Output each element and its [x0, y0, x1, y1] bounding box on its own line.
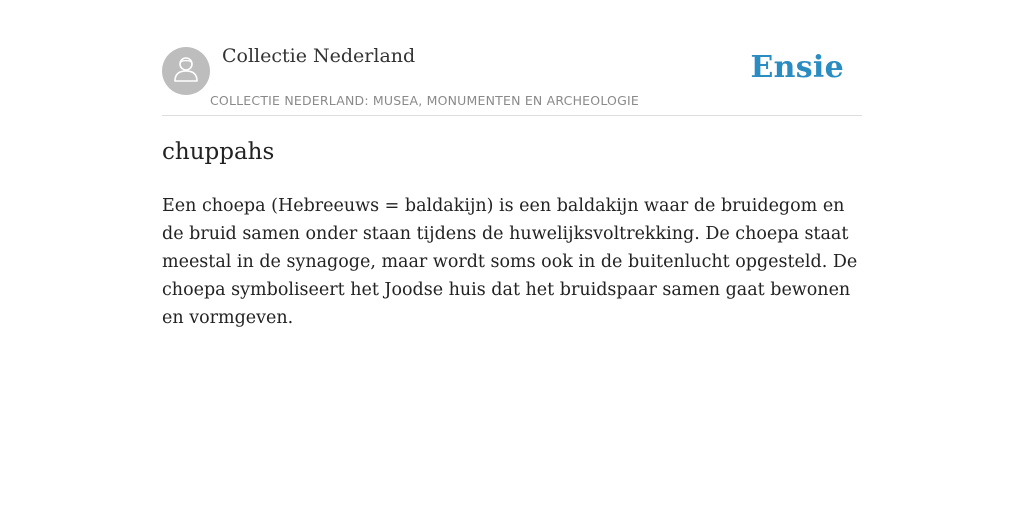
avatar[interactable]: [162, 47, 210, 95]
author-name-link[interactable]: Collectie Nederland: [222, 45, 416, 67]
header: [162, 0, 862, 116]
author-subtitle: COLLECTIE NEDERLAND: MUSEA, MONUMENTEN EN ARCHEOLOGIE: [210, 93, 639, 108]
user-icon: [173, 55, 199, 88]
brand-logo[interactable]: Ensie: [750, 50, 844, 85]
definition-text: Een choepa (Hebreeuws = baldakijn) is een baldakijn waar de bruidegom en de bruid samen onder staan tijdens de huwelijksvoltrekking. De choepa staat meestal in de synagoge, maar wordt soms ook in de buitenlucht opgesteld. De choepa symboliseert het Joodse huis dat het bruidspaar samen gaat bewonen en vormgeven.: [162, 196, 858, 328]
page-title: chuppahs: [162, 139, 275, 165]
